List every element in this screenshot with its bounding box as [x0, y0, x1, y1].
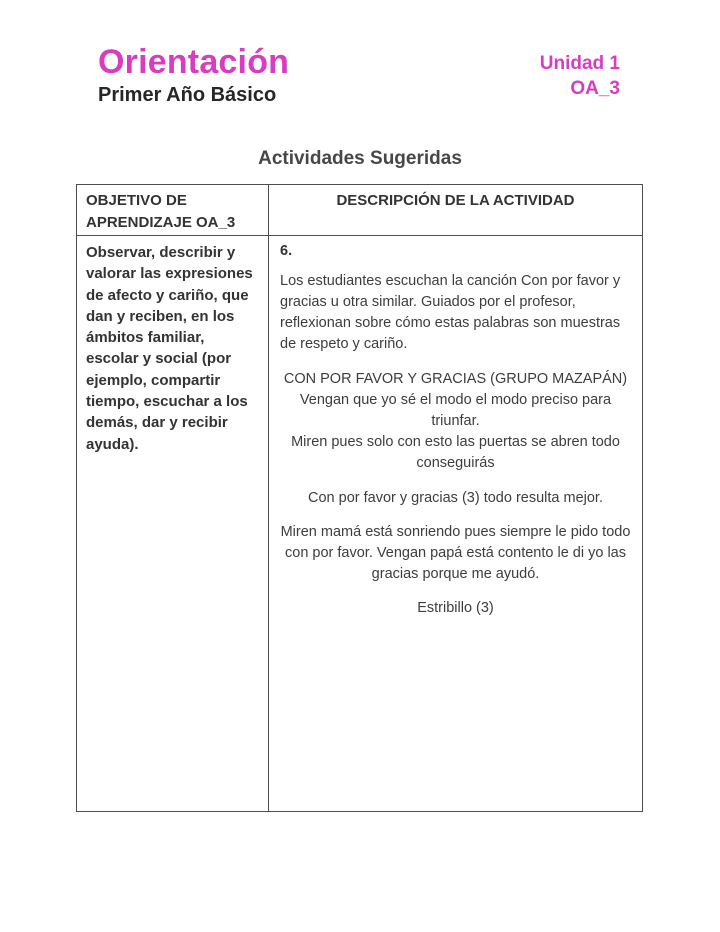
- song-verse-block: Miren mamá está sonriendo pues siempre le pido todo con por favor. Vengan papá está contento le di yo las gracias porque me ayudó.: [280, 524, 631, 582]
- song-lyric-line: Miren pues solo con esto las puertas se abren todo conseguirás: [291, 434, 620, 471]
- document-header: [98, 44, 620, 107]
- song-title-line: CON POR FAVOR Y GRACIAS (GRUPO MAZAPÁN): [283, 371, 628, 387]
- document-header-left: [98, 44, 289, 107]
- song-outro-line: Estribillo (3): [417, 600, 494, 616]
- table-header-description: DESCRIPCIÓN DE LA ACTIVIDAD: [269, 185, 642, 236]
- song-chorus-line: Con por favor y gracias (3) todo resulta mejor.: [308, 490, 603, 506]
- song-lyrics-block: [280, 369, 631, 474]
- document-header-right: [540, 52, 620, 101]
- activity-cell: [269, 236, 642, 811]
- activity-intro-paragraph: Los estudiantes escuchan la canción Con por favor y gracias u otra similar. Guiados por el profesor, reflexionan sobre cómo estas palabras son muestras de respeto y cariño.: [280, 273, 621, 352]
- song-lyric-line: Vengan que yo sé el modo el modo preciso para triunfar.: [299, 392, 612, 429]
- document-title: Orientación: [98, 43, 290, 81]
- unit-label: Unidad 1: [539, 53, 620, 74]
- section-title: Actividades Sugeridas: [258, 148, 462, 169]
- activity-table: [76, 184, 643, 812]
- document-subtitle: Primer Año Básico: [98, 83, 277, 106]
- table-header-objective: OBJETIVO DE APRENDIZAJE OA_3: [77, 185, 269, 236]
- objective-cell: Observar, describir y valorar las expresiones de afecto y cariño, que dan y reciben, en los ámbitos familiar, escolar y social (por ejemplo, compartir tiempo, escuchar a los demás, dar y recibir ayuda).: [77, 236, 269, 811]
- oa-label: OA_3: [570, 77, 620, 99]
- activity-number: 6.: [280, 243, 293, 259]
